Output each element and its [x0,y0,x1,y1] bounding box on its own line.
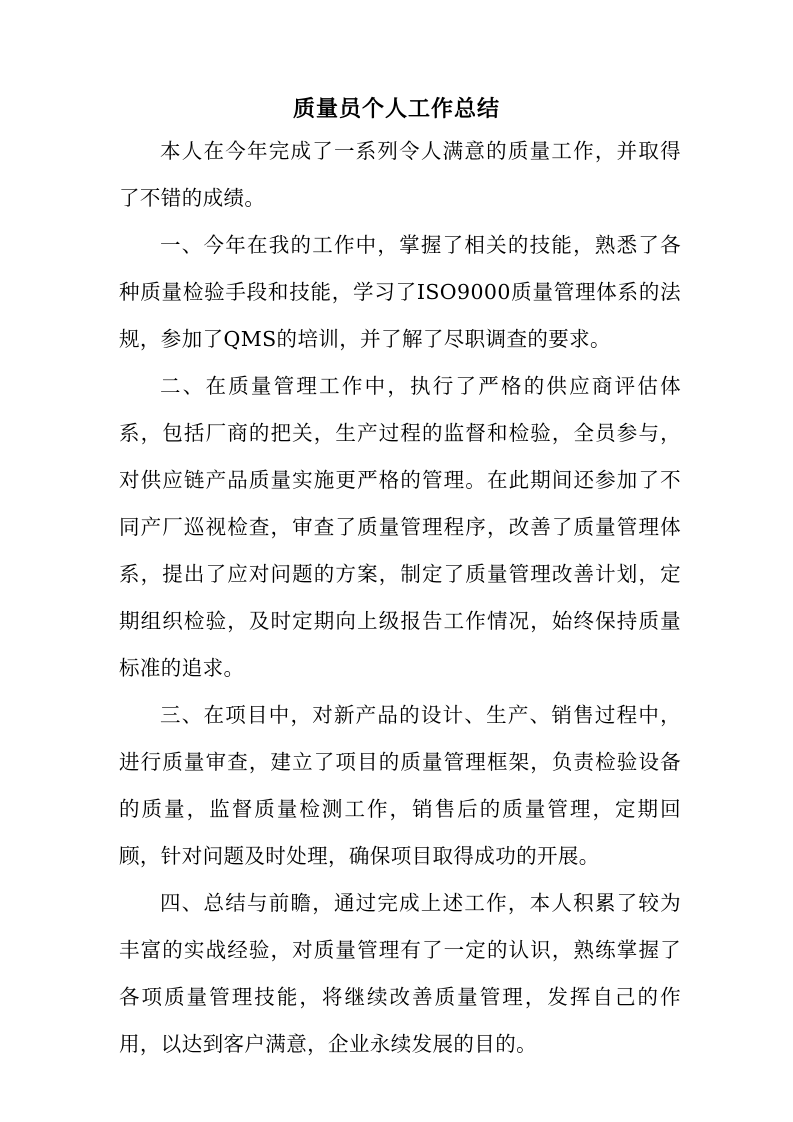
document-body [119,128,681,1068]
paragraph-section-3: 三、在项目中，对新产品的设计、生产、销售过程中，进行质量审查，建立了项目的质量管理框架，负责检验设备的质量，监督质量检测工作，销售后的质量管理，定期回顾，针对问题及时处理，确保项目取得成功的开展。 [119,703,681,868]
paragraph-intro: 本人在今年完成了一系列令人满意的质量工作，并取得了不错的成绩。 [119,139,681,210]
paragraph-section-2: 二、在质量管理工作中，执行了严格的供应商评估体系，包括厂商的把关，生产过程的监督和检验，全员参与，对供应链产品质量实施更严格的管理。在此期间还参加了不同产厂巡视检查，审查了质量管理程序，改善了质量管理体系，提出了应对问题的方案，制定了质量管理改善计划，定期组织检验，及时定期向上级报告工作情况，始终保持质量标准的追求。 [119,374,681,680]
paragraph-section-1: 一、今年在我的工作中，掌握了相关的技能，熟悉了各种质量检验手段和技能，学习了ISO9000质量管理体系的法规，参加了QMS的培训，并了解了尽职调查的要求。 [119,233,681,351]
paragraph-section-4: 四、总结与前瞻，通过完成上述工作，本人积累了较为丰富的实战经验，对质量管理有了一定的认识，熟练掌握了各项质量管理技能，将继续改善质量管理，发挥自己的作用，以达到客户满意，企业永续发展的目的。 [119,891,681,1056]
document-title: 质量员个人工作总结 [292,96,500,122]
